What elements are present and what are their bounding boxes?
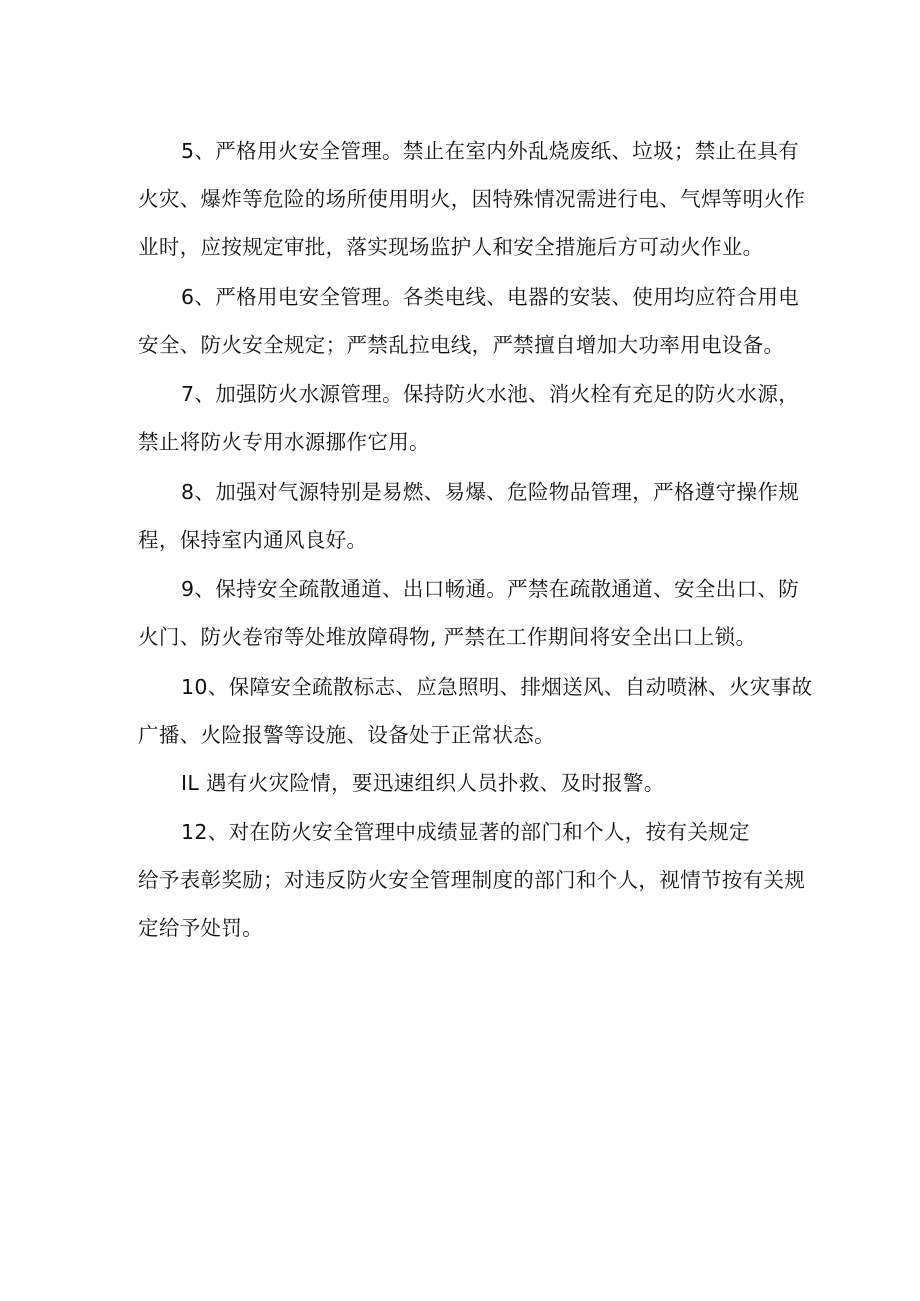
paragraph-6-line-1: 6、严格用电安全管理。各类电线、电器的安装、使用均应符合用电 <box>181 285 800 309</box>
paragraph-9-line-1: 9、保持安全疏散通道、出口畅通。严禁在疏散通道、安全出口、防 <box>181 577 800 601</box>
paragraph-6-line-2: 安全、防火安全规定；严禁乱拉电线，严禁擅自增加大功率用电设备。 <box>138 333 785 357</box>
paragraph-11-line-1: IL 遇有火灾险情，要迅速组织人员扑救、及时报警。 <box>181 771 665 795</box>
paragraph-8-line-1: 8、加强对气源特别是易燃、易爆、危险物品管理，严格遵守操作规 <box>181 480 800 504</box>
paragraph-12-line-3: 定给予处罚。 <box>138 916 264 940</box>
paragraph-8-line-2: 程，保持室内通风良好。 <box>138 528 368 552</box>
paragraph-9-line-2: 火门、防火卷帘等处堆放障碍物, 严禁在工作期间将安全出口上锁。 <box>138 625 757 649</box>
paragraph-7-line-1: 7、加强防火水源管理。保持防火水池、消火栓有充足的防火水源， <box>181 382 800 406</box>
paragraph-5-line-1: 5、严格用火安全管理。禁止在室内外乱烧废纸、垃圾；禁止在具有 <box>181 139 800 163</box>
paragraph-12-line-1: 12、对在防火安全管理中成绩显著的部门和个人，按有关规定 <box>181 820 750 844</box>
paragraph-5-line-2: 火灾、爆炸等危险的场所使用明火，因特殊情况需进行电、气焊等明火作 <box>138 187 806 211</box>
paragraph-10-line-1: 10、保障安全疏散标志、应急照明、排烟送风、自动喷淋、火灾事故 <box>181 675 813 699</box>
paragraph-10-line-2: 广播、火险报警等设施、设备处于正常状态。 <box>138 723 555 747</box>
paragraph-7-line-2: 禁止将防火专用水源挪作它用。 <box>138 430 430 454</box>
paragraph-5-line-3: 业时，应按规定审批，落实现场监护人和安全措施后方可动火作业。 <box>138 235 764 259</box>
paragraph-12-line-2: 给予表彰奖励；对违反防火安全管理制度的部门和个人，视情节按有关规 <box>138 868 806 892</box>
